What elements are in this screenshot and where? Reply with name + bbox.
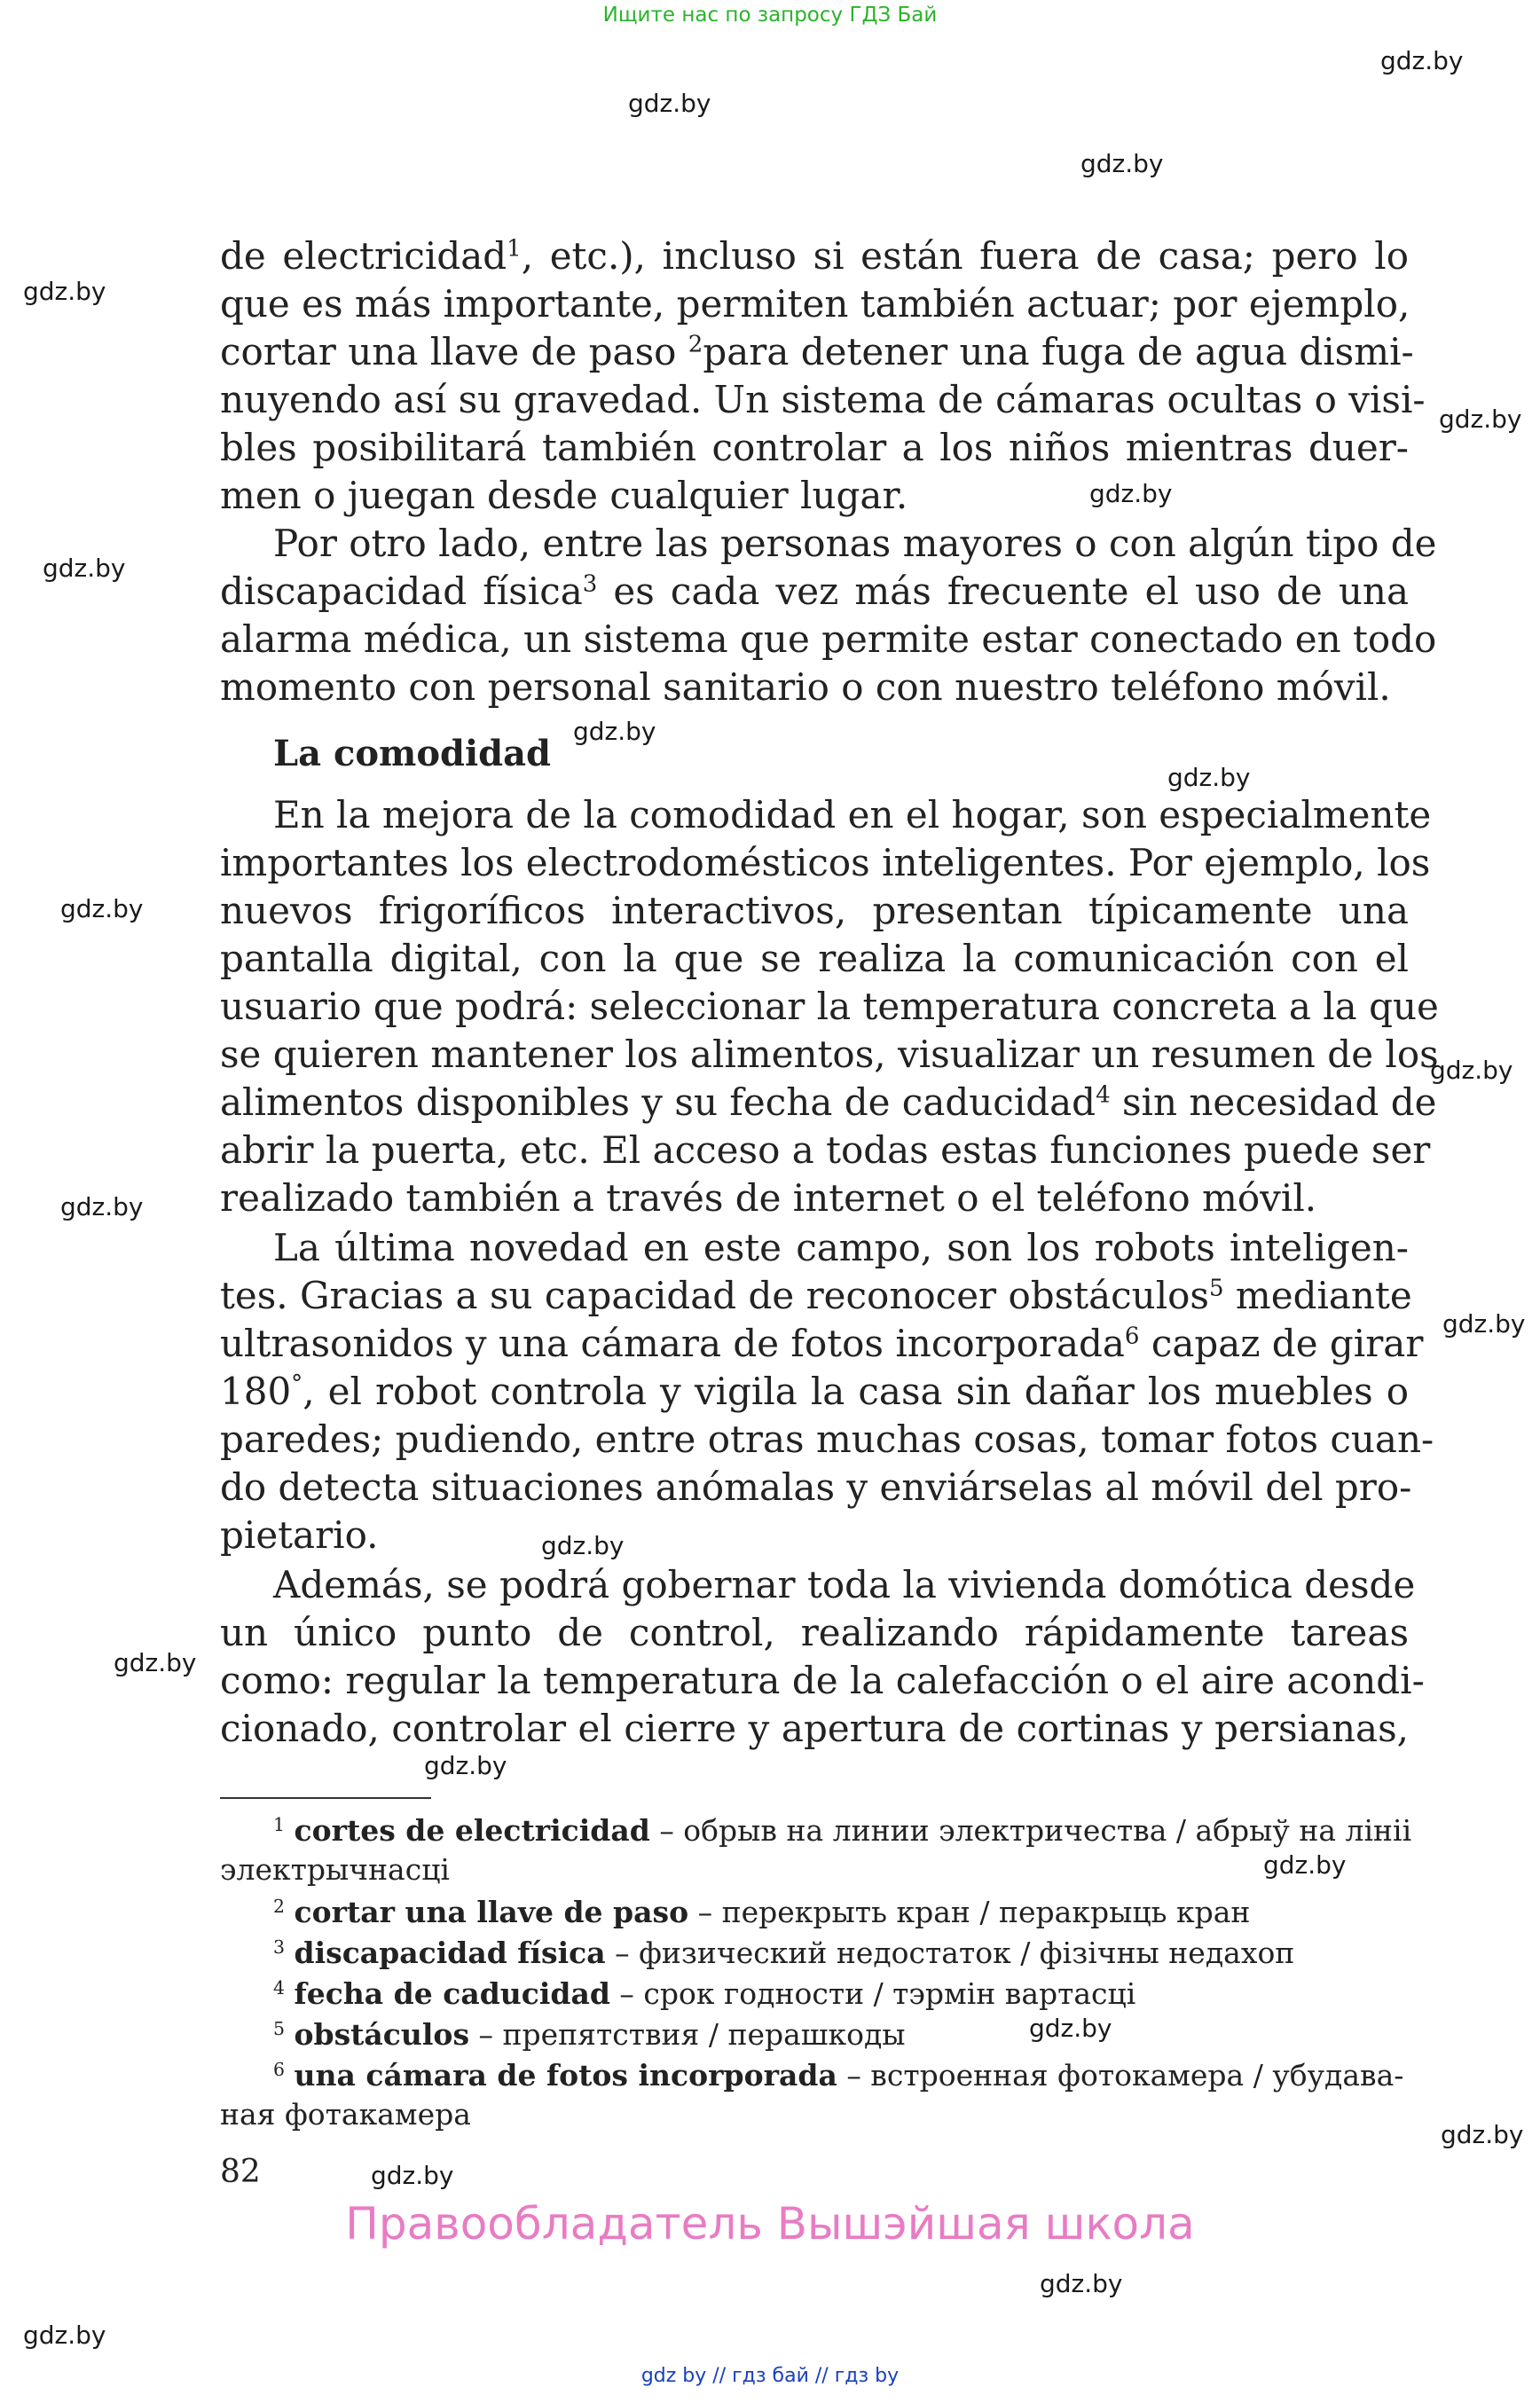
footnote: $^1$ cortes de electricidad – обрыв на линии электричества / абрыў на лініі [273,1813,1412,1848]
degree-sign: ° [291,1370,303,1398]
footnote-ref: 1 [507,235,522,263]
text-line: Además, se podrá gobernar toda la vivienda domótica desde [273,1563,1416,1606]
footnote-ref: 2 [688,331,703,358]
footnote-continuation: электрычнасці [220,1852,450,1887]
text-line: paredes; pudiendo, entre otras muchas cosas, tomar fotos cuan- [220,1417,1434,1461]
watermark: gdz.by [371,2161,454,2190]
bottom-links[interactable]: gdz by // гдз бай // гдз by [640,2365,900,2387]
page-number: 82 [220,2154,261,2190]
text-line: momento con personal sanitario o con nuestro teléfono móvil. [220,665,1391,709]
watermark: gdz.by [628,89,711,118]
footnote-ref: 5 [1208,1275,1224,1302]
footnote-ref: 3 [582,570,598,598]
top-note: Ищите нас по запросу ГДЗ Бай [602,4,938,27]
text-line: cionado, controlar el cierre y apertura de cortinas y persianas, [220,1707,1409,1750]
footnote: $^4$ fecha de caducidad – срок годности / тэрмін вартасці [273,1976,1136,2011]
text-line: Por otro lado, entre las personas mayores o con algún tipo de [273,522,1437,565]
watermark: gdz.by [23,2321,106,2350]
text-line: cortar una llave de paso $^2$para detener una fuga de agua dismi- [220,330,1414,373]
text-line: tes. Gracias a su capacidad de reconocer obstáculos$^5$ mediante [220,1274,1412,1317]
text-line: En la mejora de la comodidad en el hogar, son especialmente [273,793,1432,836]
text-line: abrir la puerta, etc. El acceso a todas estas funciones puede ser [220,1128,1431,1172]
text-line: alimentos disponibles y su fecha de caducidad$^4$ sin necesidad de [220,1080,1437,1124]
text-line: nuyendo así su gravedad. Un sistema de cámaras ocultas o visi- [220,378,1426,421]
text-line: usuario que podrá: seleccionar la temperatura concreta a la que [220,985,1439,1028]
text-line: do detecta situaciones anómalas y enviárselas al móvil del pro- [220,1465,1412,1509]
watermark: gdz.by [60,894,144,923]
watermark: gdz.by [43,554,126,583]
text-line: La última novedad en este campo, son los robots inteligen- [273,1226,1409,1269]
text-line: ultrasonidos y una cámara de fotos incorporada$^6$ capaz de girar [220,1322,1424,1365]
watermark: gdz.by [1029,2014,1112,2043]
watermark: gdz.by [573,717,656,746]
footnote-ref: 4 [1096,1081,1111,1109]
text-line: se quieren mantener los alimentos, visualizar un resumen de los [220,1033,1439,1076]
text-line: realizado también a través de internet o el teléfono móvil. [220,1176,1317,1220]
text-line: un único punto de control, realizando rápidamente tareas [220,1611,1409,1654]
footnote-continuation: ная фотакамера [220,2097,471,2132]
footnote-separator [220,1797,431,1799]
text-line: bles posibilitará también controlar a los niños mientras duer- [220,426,1409,469]
watermark: gdz.by [1442,1309,1526,1339]
watermark: gdz.by [114,1648,197,1677]
watermark: gdz.by [1430,1056,1513,1085]
watermark: gdz.by [1167,763,1251,792]
text-line: como: regular la temperatura de la calefacción o el aire acondi- [220,1659,1425,1702]
footnote: $^6$ una cámara de fotos incorporada – встроенная фотокамера / убудава- [273,2058,1404,2093]
text-line: importantes los electrodomésticos inteligentes. Por ejemplo, los [220,841,1431,884]
text-line: alarma médica, un sistema que permite estar conectado en todo [220,617,1437,661]
watermark: gdz.by [1441,2120,1524,2149]
footnote: $^3$ discapacidad física – физический недостаток / фізічны недахоп [273,1936,1295,1970]
section-heading: La comodidad [273,733,552,774]
watermark: gdz.by [1439,404,1522,434]
watermark: gdz.by [60,1192,144,1221]
watermark: gdz.by [1263,1850,1347,1880]
text-line: nuevos frigoríficos interactivos, presentan típicamente una [220,889,1409,932]
watermark: gdz.by [1380,46,1464,75]
text-line: men o juegan desde cualquier lugar. [220,474,908,517]
watermark: gdz.by [23,277,106,306]
footnote-ref: 6 [1124,1323,1140,1350]
footnote: $^5$ obstáculos – препятствия / перашкоды [273,2017,906,2052]
watermark: gdz.by [541,1531,625,1560]
text-line: que es más importante, permiten también actuar; por ejemplo, [220,282,1410,326]
text-line: de electricidad$^1$, etc.), incluso si están fuera de casa; pero lo [220,234,1409,278]
watermark: gdz.by [1040,2269,1123,2298]
watermark: gdz.by [1080,149,1164,178]
watermark: gdz.by [424,1751,507,1780]
text-line: pantalla digital, con la que se realiza la comunicación con el [220,937,1409,980]
watermark: gdz.by [1089,479,1173,508]
text-line: 180°, el robot controla y vigila la casa sin dañar los muebles o [220,1370,1409,1413]
footnote: $^2$ cortar una llave de paso – перекрыть кран / перакрыць кран [273,1895,1251,1929]
text-line: pietario. [220,1513,379,1557]
text-line: discapacidad física$^3$ es cada vez más frecuente el uso de una [220,569,1409,613]
copyright-owner: Правообладатель Вышэйшая школа [345,2198,1195,2250]
